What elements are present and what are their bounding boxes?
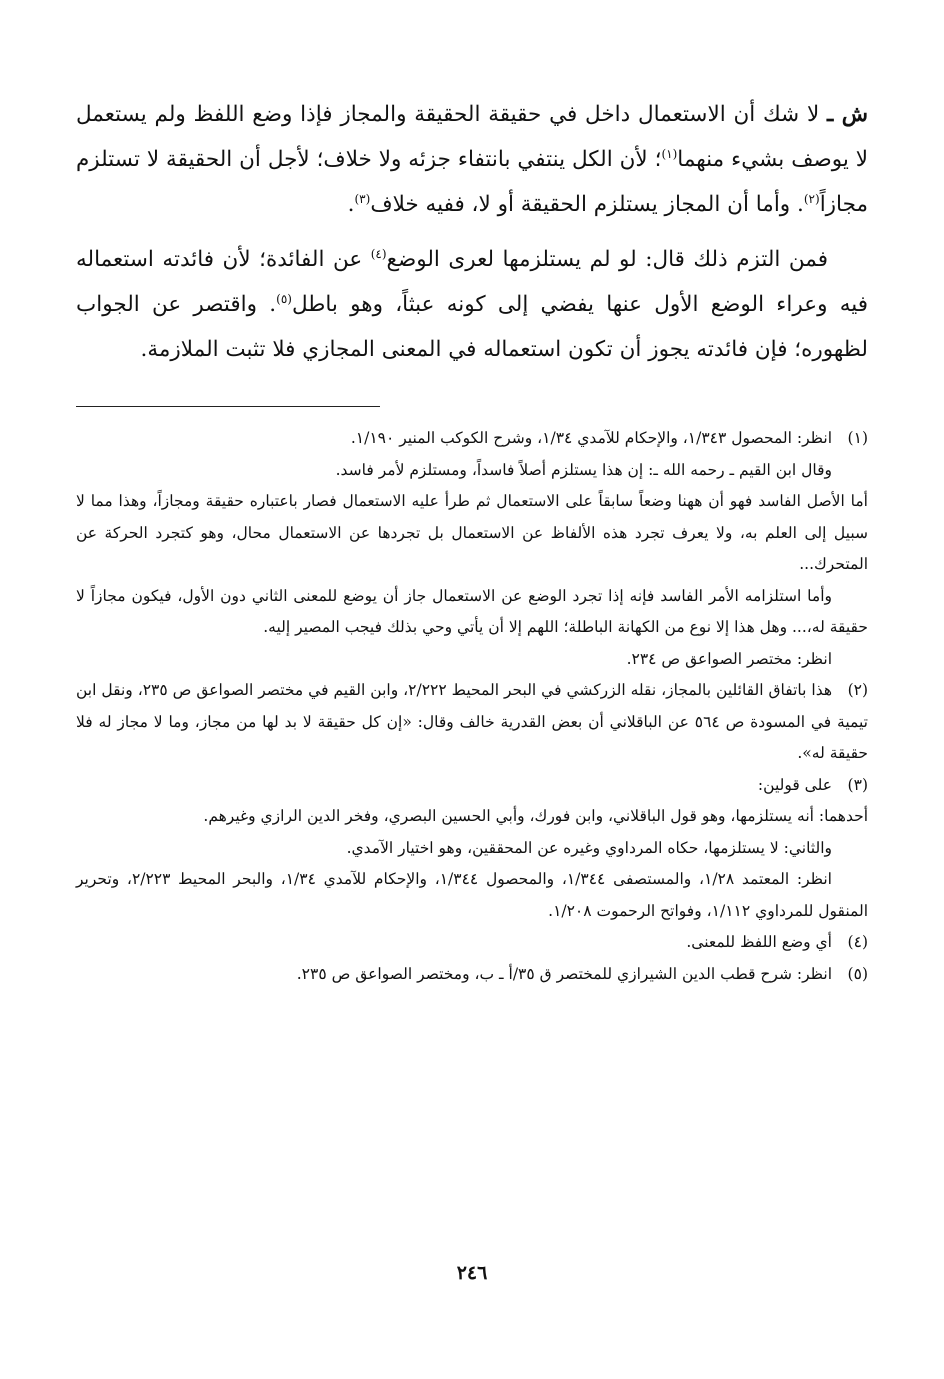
footnote-2: [76, 675, 868, 770]
footnote-number: (٤): [847, 933, 868, 951]
footnote-text: انظر: المحصول ١/٣٤٣، والإحكام للآمدي ١/٣٤، وشرح الكوكب المنير ١/١٩٠.: [350, 429, 832, 447]
footnote-ref-3[interactable]: (٣): [354, 191, 371, 206]
footnote-paragraph: أما الأصل الفاسد فهو أن ههنا وضعاً سابقاً على الاستعمال ثم طرأ عليه الاستعمال فصار باعتباره حقيقة ومجازاً، وهذا مما لا سبيل إلى العلم به، ولا يعرف تجرد هذه الألفاظ عن الاستعمال بل تجردها عن الاستعمال محال، وهو كتجرد الحركة عن المتحرك...: [76, 492, 868, 573]
footnote-line: [76, 959, 868, 991]
footnote-text: أي وضع اللفظ للمعنى.: [686, 933, 832, 951]
main-text: [76, 92, 868, 372]
commentary-marker: ش ـ: [827, 102, 869, 127]
footnotes: [76, 423, 868, 990]
footnote-number: (٢): [847, 681, 869, 699]
footnote-number: (١): [847, 429, 868, 447]
footnote-3: [76, 770, 868, 928]
footnote-1: [76, 423, 868, 675]
footnote-number: (٣): [847, 775, 868, 794]
main-paragraph-2: [76, 237, 868, 372]
footnote-text: على قولين:: [757, 775, 832, 794]
footnote-paragraph: وأما استلزامه الأمر الفاسد فإنه إذا تجرد الوضع عن الاستعمال جاز أن يوضع للمعنى الثاني دون الأول، فيكون مجازاً لا حقيقة له،... وهل هذا إلا نوع من الكهانة الباطلة؛ اللهم إلا أن يأتي وحي بذلك فيجب المصير إليه.: [76, 586, 868, 636]
footnote-separator: [76, 406, 380, 407]
footnote-line: انظر: مختصر الصواعق ص ٢٣٤.: [626, 649, 832, 668]
footnote-number: (٥): [847, 964, 868, 983]
footnote-paragraph: أحدهما: أنه يستلزمها، وهو قول الباقلاني، وابن فورك، وأبي الحسين البصري، وفخر الدين الرازي وغيرهم.: [203, 807, 868, 825]
text-run: . وأما أن المجاز يستلزم الحقيقة أو لا، ففيه خلاف: [370, 192, 804, 217]
text-run: عن الفائدة؛ لأن فائدته استعماله فيه وعراء الوضع الأول عنها يفضي إلى كونه عبثاً، وهو باطل: [76, 247, 868, 317]
footnote-line: [76, 423, 868, 455]
text-run: لا شك أن الاستعمال داخل في حقيقة الحقيقة والمجاز فإذا وضع اللفظ ولم يستعمل لا يوصف بشيء منهما: [76, 102, 868, 172]
footnote-text: هذا باتفاق القائلين بالمجاز، نقله الزركشي في البحر المحيط ٢/٢٢٢، وابن القيم في مختصر الصواعق ص ٢٣٥، ونقل ابن تيمية في المسودة ص ٥٦٤ عن الباقلاني أن بعض القدرية خالف وقال: «إن كل حقيقة لا بد لها من مجاز، وما لا مجاز له فلا حقيقة له».: [76, 681, 868, 762]
text-run: فمن التزم ذلك قال: لو لم يستلزمها لعرى الوضع: [386, 247, 828, 272]
footnote-line: [76, 927, 868, 959]
text-run: .: [347, 192, 355, 217]
footnote-line: [76, 770, 868, 802]
footnote-paragraph: انظر: المعتمد ١/٢٨، والمستصفى ١/٣٤٤، والمحصول ١/٣٤٤، والإحكام للآمدي ١/٣٤، والبحر المحيط ٢/٢٢٣، وتحرير المنقول للمرداوي ١/١١٢، وفواتح الرحموت ١/٢٠٨.: [76, 870, 868, 920]
footnote-text: انظر: شرح قطب الدين الشيرازي للمختصر ق ٣٥/أ ـ ب، ومختصر الصواعق ص ٢٣٥.: [296, 964, 832, 983]
footnote-paragraph: [76, 675, 868, 770]
footnote-ref-5[interactable]: (٥): [276, 291, 292, 306]
footnote-5: [76, 959, 868, 991]
footnote-line: والثاني: لا يستلزمها، حكاه المرداوي وغيره عن المحققين، وهو اختيار الآمدي.: [346, 838, 832, 857]
text-run: . واقتصر عن الجواب لظهوره؛ فإن فائدته يجوز أن تكون استعماله في المعنى المجازي فلا تثبت الملازمة.: [76, 292, 868, 362]
page-number: ٢٤٦: [456, 1262, 488, 1284]
text-run: ؛ لأن الكل ينتفي بانتفاء جزئه ولا خلاف؛ لأجل أن الحقيقة لا تستلزم مجازاً: [76, 147, 868, 217]
footnote-ref-1[interactable]: (١): [661, 146, 678, 161]
footnote-4: [76, 927, 868, 959]
main-paragraph-1: [76, 92, 868, 227]
footnote-line: وقال ابن القيم ـ رحمه الله ـ: إن هذا يستلزم أصلاً فاسداً، ومستلزم لأمر فاسد.: [335, 460, 832, 479]
footnote-ref-2[interactable]: (٢): [803, 191, 820, 206]
footnote-ref-4[interactable]: (٤): [370, 246, 387, 261]
